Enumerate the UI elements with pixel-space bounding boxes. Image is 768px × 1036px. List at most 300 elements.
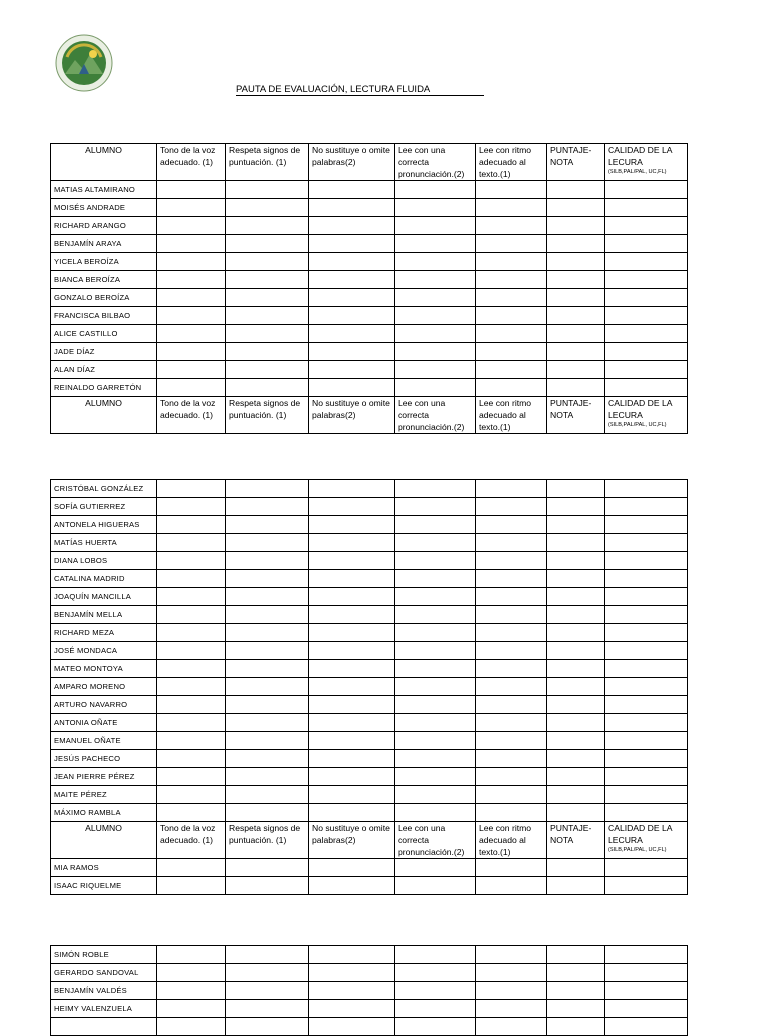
score-cell-puntaje[interactable] <box>547 732 605 750</box>
score-cell-ritmo[interactable] <box>476 325 547 343</box>
score-cell-calidad[interactable] <box>605 660 688 678</box>
score-cell-calidad[interactable] <box>605 1000 688 1018</box>
score-cell-sustituye[interactable] <box>309 714 395 732</box>
score-cell-ritmo[interactable] <box>476 859 547 877</box>
score-cell-tono[interactable] <box>157 786 226 804</box>
score-cell-calidad[interactable] <box>605 217 688 235</box>
score-cell-pronunciacion[interactable] <box>395 516 476 534</box>
score-cell-signos[interactable] <box>226 235 309 253</box>
student-name: RICHARD ARANGO <box>51 217 157 235</box>
score-cell-puntaje[interactable] <box>547 289 605 307</box>
score-cell-tono[interactable] <box>157 343 226 361</box>
score-cell-tono[interactable] <box>157 217 226 235</box>
score-cell-pronunciacion[interactable] <box>395 982 476 1000</box>
score-cell-sustituye[interactable] <box>309 768 395 786</box>
score-cell-calidad[interactable] <box>605 714 688 732</box>
score-cell-ritmo[interactable] <box>476 982 547 1000</box>
score-cell-sustituye[interactable] <box>309 946 395 964</box>
score-cell-calidad[interactable] <box>605 343 688 361</box>
score-cell-pronunciacion[interactable] <box>395 361 476 379</box>
score-cell-puntaje[interactable] <box>547 642 605 660</box>
score-cell-sustituye[interactable] <box>309 786 395 804</box>
evaluation-table-2 <box>50 479 688 895</box>
score-cell-ritmo[interactable] <box>476 786 547 804</box>
score-cell-signos[interactable] <box>226 570 309 588</box>
score-cell-signos[interactable] <box>226 982 309 1000</box>
score-cell-signos[interactable] <box>226 480 309 498</box>
score-cell-sustituye[interactable] <box>309 570 395 588</box>
score-cell-calidad[interactable] <box>605 1018 688 1036</box>
score-cell-tono[interactable] <box>157 678 226 696</box>
score-cell-tono[interactable] <box>157 199 226 217</box>
score-cell-pronunciacion[interactable] <box>395 534 476 552</box>
score-cell-ritmo[interactable] <box>476 678 547 696</box>
score-cell-pronunciacion[interactable] <box>395 307 476 325</box>
score-cell-calidad[interactable] <box>605 307 688 325</box>
score-cell-signos[interactable] <box>226 271 309 289</box>
score-cell-puntaje[interactable] <box>547 946 605 964</box>
score-cell-ritmo[interactable] <box>476 534 547 552</box>
score-cell-signos[interactable] <box>226 307 309 325</box>
score-cell-ritmo[interactable] <box>476 588 547 606</box>
score-cell-signos[interactable] <box>226 379 309 397</box>
score-cell-pronunciacion[interactable] <box>395 271 476 289</box>
score-cell-calidad[interactable] <box>605 271 688 289</box>
score-cell-tono[interactable] <box>157 588 226 606</box>
score-cell-puntaje[interactable] <box>547 714 605 732</box>
score-cell-calidad[interactable] <box>605 325 688 343</box>
score-cell-sustituye[interactable] <box>309 588 395 606</box>
score-cell-ritmo[interactable] <box>476 750 547 768</box>
score-cell-tono[interactable] <box>157 516 226 534</box>
score-cell-puntaje[interactable] <box>547 181 605 199</box>
score-cell-calidad[interactable] <box>605 678 688 696</box>
score-cell-calidad[interactable] <box>605 361 688 379</box>
score-cell-puntaje[interactable] <box>547 325 605 343</box>
score-cell-sustituye[interactable] <box>309 804 395 822</box>
score-cell-puntaje[interactable] <box>547 768 605 786</box>
score-cell-calidad[interactable] <box>605 859 688 877</box>
score-cell-signos[interactable] <box>226 498 309 516</box>
score-cell-signos[interactable] <box>226 964 309 982</box>
score-cell-sustituye[interactable] <box>309 1000 395 1018</box>
score-cell-tono[interactable] <box>157 660 226 678</box>
score-cell-ritmo[interactable] <box>476 964 547 982</box>
score-cell-pronunciacion[interactable] <box>395 1018 476 1036</box>
score-cell-puntaje[interactable] <box>547 588 605 606</box>
score-cell-pronunciacion[interactable] <box>395 804 476 822</box>
score-cell-calidad[interactable] <box>605 588 688 606</box>
score-cell-tono[interactable] <box>157 498 226 516</box>
score-cell-signos[interactable] <box>226 642 309 660</box>
score-cell-ritmo[interactable] <box>476 552 547 570</box>
score-cell-tono[interactable] <box>157 361 226 379</box>
student-name: JOSÉ MONDACA <box>51 642 157 660</box>
score-cell-tono[interactable] <box>157 768 226 786</box>
score-cell-signos[interactable] <box>226 714 309 732</box>
score-cell-puntaje[interactable] <box>547 859 605 877</box>
score-cell-puntaje[interactable] <box>547 606 605 624</box>
score-cell-ritmo[interactable] <box>476 480 547 498</box>
score-cell-ritmo[interactable] <box>476 199 547 217</box>
score-cell-tono[interactable] <box>157 289 226 307</box>
score-cell-sustituye[interactable] <box>309 964 395 982</box>
header-tono: Tono de la voz adecuado. (1) <box>157 822 226 859</box>
score-cell-calidad[interactable] <box>605 534 688 552</box>
score-cell-sustituye[interactable] <box>309 516 395 534</box>
page-title: PAUTA DE EVALUACIÓN, LECTURA FLUIDA <box>236 84 484 96</box>
score-cell-ritmo[interactable] <box>476 570 547 588</box>
score-cell-ritmo[interactable] <box>476 235 547 253</box>
score-cell-ritmo[interactable] <box>476 379 547 397</box>
score-cell-calidad[interactable] <box>605 696 688 714</box>
score-cell-pronunciacion[interactable] <box>395 660 476 678</box>
score-cell-ritmo[interactable] <box>476 660 547 678</box>
score-cell-tono[interactable] <box>157 982 226 1000</box>
score-cell-calidad[interactable] <box>605 516 688 534</box>
score-cell-puntaje[interactable] <box>547 534 605 552</box>
score-cell-tono[interactable] <box>157 181 226 199</box>
score-cell-signos[interactable] <box>226 768 309 786</box>
score-cell-calidad[interactable] <box>605 804 688 822</box>
score-cell-signos[interactable] <box>226 696 309 714</box>
student-name: GONZALO BEROÍZA <box>51 289 157 307</box>
score-cell-puntaje[interactable] <box>547 786 605 804</box>
score-cell-calidad[interactable] <box>605 768 688 786</box>
score-cell-calidad[interactable] <box>605 786 688 804</box>
score-cell-calidad[interactable] <box>605 480 688 498</box>
header-pronunciacion: Lee con una correcta pronunciación.(2) <box>395 397 476 434</box>
score-cell-calidad[interactable] <box>605 570 688 588</box>
score-cell-signos[interactable] <box>226 588 309 606</box>
score-cell-puntaje[interactable] <box>547 343 605 361</box>
score-cell-calidad[interactable] <box>605 498 688 516</box>
score-cell-pronunciacion[interactable] <box>395 1000 476 1018</box>
score-cell-pronunciacion[interactable] <box>395 750 476 768</box>
score-cell-signos[interactable] <box>226 217 309 235</box>
score-cell-pronunciacion[interactable] <box>395 289 476 307</box>
score-cell-tono[interactable] <box>157 606 226 624</box>
score-cell-sustituye[interactable] <box>309 289 395 307</box>
score-cell-tono[interactable] <box>157 253 226 271</box>
score-cell-pronunciacion[interactable] <box>395 199 476 217</box>
score-cell-tono[interactable] <box>157 534 226 552</box>
student-row <box>51 343 688 361</box>
score-cell-pronunciacion[interactable] <box>395 181 476 199</box>
score-cell-sustituye[interactable] <box>309 343 395 361</box>
score-cell-pronunciacion[interactable] <box>395 253 476 271</box>
score-cell-puntaje[interactable] <box>547 804 605 822</box>
header-alumno: ALUMNO <box>51 397 157 434</box>
score-cell-sustituye[interactable] <box>309 859 395 877</box>
score-cell-signos[interactable] <box>226 946 309 964</box>
score-cell-sustituye[interactable] <box>309 750 395 768</box>
score-cell-ritmo[interactable] <box>476 271 547 289</box>
score-cell-calidad[interactable] <box>605 877 688 895</box>
header-row <box>51 397 688 434</box>
score-cell-calidad[interactable] <box>605 946 688 964</box>
score-cell-pronunciacion[interactable] <box>395 325 476 343</box>
score-cell-puntaje[interactable] <box>547 199 605 217</box>
student-name: ARTURO NAVARRO <box>51 696 157 714</box>
score-cell-pronunciacion[interactable] <box>395 786 476 804</box>
score-cell-signos[interactable] <box>226 534 309 552</box>
score-cell-calidad[interactable] <box>605 606 688 624</box>
score-cell-puntaje[interactable] <box>547 1000 605 1018</box>
student-name: CATALINA MADRID <box>51 570 157 588</box>
score-cell-calidad[interactable] <box>605 181 688 199</box>
score-cell-ritmo[interactable] <box>476 804 547 822</box>
score-cell-calidad[interactable] <box>605 642 688 660</box>
score-cell-calidad[interactable] <box>605 199 688 217</box>
score-cell-ritmo[interactable] <box>476 606 547 624</box>
score-cell-puntaje[interactable] <box>547 750 605 768</box>
score-cell-signos[interactable] <box>226 325 309 343</box>
score-cell-pronunciacion[interactable] <box>395 552 476 570</box>
score-cell-pronunciacion[interactable] <box>395 480 476 498</box>
score-cell-pronunciacion[interactable] <box>395 642 476 660</box>
score-cell-sustituye[interactable] <box>309 325 395 343</box>
score-cell-puntaje[interactable] <box>547 498 605 516</box>
score-cell-puntaje[interactable] <box>547 253 605 271</box>
score-cell-tono[interactable] <box>157 964 226 982</box>
score-cell-ritmo[interactable] <box>476 498 547 516</box>
score-cell-tono[interactable] <box>157 714 226 732</box>
school-logo <box>55 34 113 92</box>
score-cell-signos[interactable] <box>226 199 309 217</box>
score-cell-ritmo[interactable] <box>476 217 547 235</box>
student-name: JESÚS PACHECO <box>51 750 157 768</box>
score-cell-calidad[interactable] <box>605 552 688 570</box>
score-cell-signos[interactable] <box>226 606 309 624</box>
score-cell-calidad[interactable] <box>605 624 688 642</box>
score-cell-sustituye[interactable] <box>309 877 395 895</box>
score-cell-puntaje[interactable] <box>547 696 605 714</box>
student-row <box>51 570 688 588</box>
score-cell-ritmo[interactable] <box>476 516 547 534</box>
student-name: BIANCA BEROÍZA <box>51 271 157 289</box>
score-cell-calidad[interactable] <box>605 253 688 271</box>
score-cell-sustituye[interactable] <box>309 642 395 660</box>
score-cell-puntaje[interactable] <box>547 361 605 379</box>
score-cell-ritmo[interactable] <box>476 714 547 732</box>
score-cell-calidad[interactable] <box>605 379 688 397</box>
score-cell-ritmo[interactable] <box>476 289 547 307</box>
student-row <box>51 859 688 877</box>
score-cell-ritmo[interactable] <box>476 1000 547 1018</box>
score-cell-ritmo[interactable] <box>476 696 547 714</box>
score-cell-pronunciacion[interactable] <box>395 235 476 253</box>
score-cell-puntaje[interactable] <box>547 660 605 678</box>
score-cell-pronunciacion[interactable] <box>395 946 476 964</box>
score-cell-puntaje[interactable] <box>547 379 605 397</box>
score-cell-pronunciacion[interactable] <box>395 217 476 235</box>
score-cell-signos[interactable] <box>226 181 309 199</box>
score-cell-pronunciacion[interactable] <box>395 588 476 606</box>
score-cell-tono[interactable] <box>157 804 226 822</box>
score-cell-signos[interactable] <box>226 516 309 534</box>
student-row <box>51 624 688 642</box>
score-cell-puntaje[interactable] <box>547 235 605 253</box>
header-signos: Respeta signos de puntuación. (1) <box>226 822 309 859</box>
score-cell-sustituye[interactable] <box>309 361 395 379</box>
score-cell-tono[interactable] <box>157 325 226 343</box>
score-cell-signos[interactable] <box>226 624 309 642</box>
student-row <box>51 480 688 498</box>
student-name: ANTONIA OÑATE <box>51 714 157 732</box>
score-cell-tono[interactable] <box>157 570 226 588</box>
student-row <box>51 552 688 570</box>
score-cell-sustituye[interactable] <box>309 552 395 570</box>
score-cell-ritmo[interactable] <box>476 253 547 271</box>
score-cell-ritmo[interactable] <box>476 1018 547 1036</box>
score-cell-sustituye[interactable] <box>309 271 395 289</box>
score-cell-pronunciacion[interactable] <box>395 379 476 397</box>
score-cell-signos[interactable] <box>226 361 309 379</box>
score-cell-signos[interactable] <box>226 678 309 696</box>
score-cell-ritmo[interactable] <box>476 768 547 786</box>
score-cell-tono[interactable] <box>157 1000 226 1018</box>
score-cell-pronunciacion[interactable] <box>395 859 476 877</box>
score-cell-tono[interactable] <box>157 877 226 895</box>
header-signos: Respeta signos de puntuación. (1) <box>226 397 309 434</box>
score-cell-puntaje[interactable] <box>547 570 605 588</box>
score-cell-pronunciacion[interactable] <box>395 732 476 750</box>
score-cell-sustituye[interactable] <box>309 307 395 325</box>
score-cell-ritmo[interactable] <box>476 343 547 361</box>
score-cell-tono[interactable] <box>157 552 226 570</box>
score-cell-pronunciacion[interactable] <box>395 696 476 714</box>
score-cell-sustituye[interactable] <box>309 696 395 714</box>
score-cell-calidad[interactable] <box>605 750 688 768</box>
score-cell-sustituye[interactable] <box>309 199 395 217</box>
score-cell-tono[interactable] <box>157 750 226 768</box>
score-cell-signos[interactable] <box>226 660 309 678</box>
score-cell-signos[interactable] <box>226 877 309 895</box>
score-cell-puntaje[interactable] <box>547 982 605 1000</box>
score-cell-calidad[interactable] <box>605 732 688 750</box>
student-name: MIA RAMOS <box>51 859 157 877</box>
student-name: MÁXIMO RAMBLA <box>51 804 157 822</box>
score-cell-puntaje[interactable] <box>547 271 605 289</box>
score-cell-pronunciacion[interactable] <box>395 714 476 732</box>
score-cell-sustituye[interactable] <box>309 181 395 199</box>
score-cell-pronunciacion[interactable] <box>395 498 476 516</box>
score-cell-ritmo[interactable] <box>476 877 547 895</box>
score-cell-pronunciacion[interactable] <box>395 678 476 696</box>
score-cell-signos[interactable] <box>226 289 309 307</box>
score-cell-puntaje[interactable] <box>547 480 605 498</box>
score-cell-pronunciacion[interactable] <box>395 624 476 642</box>
score-cell-signos[interactable] <box>226 750 309 768</box>
student-row <box>51 678 688 696</box>
score-cell-signos[interactable] <box>226 804 309 822</box>
score-cell-sustituye[interactable] <box>309 498 395 516</box>
score-cell-puntaje[interactable] <box>547 678 605 696</box>
score-cell-ritmo[interactable] <box>476 181 547 199</box>
score-cell-signos[interactable] <box>226 253 309 271</box>
score-cell-puntaje[interactable] <box>547 217 605 235</box>
score-cell-puntaje[interactable] <box>547 877 605 895</box>
student-row <box>51 964 688 982</box>
score-cell-sustituye[interactable] <box>309 982 395 1000</box>
score-cell-sustituye[interactable] <box>309 379 395 397</box>
score-cell-signos[interactable] <box>226 859 309 877</box>
score-cell-sustituye[interactable] <box>309 678 395 696</box>
score-cell-sustituye[interactable] <box>309 253 395 271</box>
score-cell-ritmo[interactable] <box>476 642 547 660</box>
score-cell-sustituye[interactable] <box>309 1018 395 1036</box>
score-cell-pronunciacion[interactable] <box>395 964 476 982</box>
score-cell-tono[interactable] <box>157 696 226 714</box>
score-cell-ritmo[interactable] <box>476 624 547 642</box>
score-cell-sustituye[interactable] <box>309 732 395 750</box>
score-cell-sustituye[interactable] <box>309 480 395 498</box>
score-cell-signos[interactable] <box>226 1000 309 1018</box>
score-cell-signos[interactable] <box>226 552 309 570</box>
score-cell-tono[interactable] <box>157 271 226 289</box>
score-cell-pronunciacion[interactable] <box>395 606 476 624</box>
score-cell-ritmo[interactable] <box>476 732 547 750</box>
score-cell-puntaje[interactable] <box>547 1018 605 1036</box>
score-cell-tono[interactable] <box>157 624 226 642</box>
score-cell-signos[interactable] <box>226 786 309 804</box>
score-cell-tono[interactable] <box>157 732 226 750</box>
score-cell-ritmo[interactable] <box>476 361 547 379</box>
student-row <box>51 946 688 964</box>
student-name: BENJAMÍN MELLA <box>51 606 157 624</box>
score-cell-pronunciacion[interactable] <box>395 768 476 786</box>
score-cell-pronunciacion[interactable] <box>395 570 476 588</box>
score-cell-sustituye[interactable] <box>309 606 395 624</box>
score-cell-tono[interactable] <box>157 859 226 877</box>
student-row <box>51 750 688 768</box>
score-cell-tono[interactable] <box>157 642 226 660</box>
score-cell-pronunciacion[interactable] <box>395 343 476 361</box>
score-cell-tono[interactable] <box>157 379 226 397</box>
student-row <box>51 1018 688 1036</box>
score-cell-calidad[interactable] <box>605 289 688 307</box>
score-cell-calidad[interactable] <box>605 235 688 253</box>
student-row <box>51 660 688 678</box>
score-cell-puntaje[interactable] <box>547 624 605 642</box>
score-cell-ritmo[interactable] <box>476 307 547 325</box>
score-cell-sustituye[interactable] <box>309 660 395 678</box>
score-cell-sustituye[interactable] <box>309 235 395 253</box>
score-cell-signos[interactable] <box>226 1018 309 1036</box>
score-cell-tono[interactable] <box>157 235 226 253</box>
score-cell-tono[interactable] <box>157 946 226 964</box>
score-cell-sustituye[interactable] <box>309 624 395 642</box>
score-cell-calidad[interactable] <box>605 964 688 982</box>
score-cell-tono[interactable] <box>157 480 226 498</box>
score-cell-signos[interactable] <box>226 343 309 361</box>
score-cell-puntaje[interactable] <box>547 964 605 982</box>
score-cell-sustituye[interactable] <box>309 217 395 235</box>
score-cell-signos[interactable] <box>226 732 309 750</box>
score-cell-sustituye[interactable] <box>309 534 395 552</box>
score-cell-ritmo[interactable] <box>476 946 547 964</box>
score-cell-tono[interactable] <box>157 307 226 325</box>
header-calidad-sub: (SILB,PAL/PAL, UC,FL) <box>608 422 667 428</box>
score-cell-pronunciacion[interactable] <box>395 877 476 895</box>
score-cell-puntaje[interactable] <box>547 552 605 570</box>
score-cell-puntaje[interactable] <box>547 307 605 325</box>
score-cell-puntaje[interactable] <box>547 516 605 534</box>
score-cell-tono[interactable] <box>157 1018 226 1036</box>
score-cell-calidad[interactable] <box>605 982 688 1000</box>
student-name: MATEO MONTOYA <box>51 660 157 678</box>
